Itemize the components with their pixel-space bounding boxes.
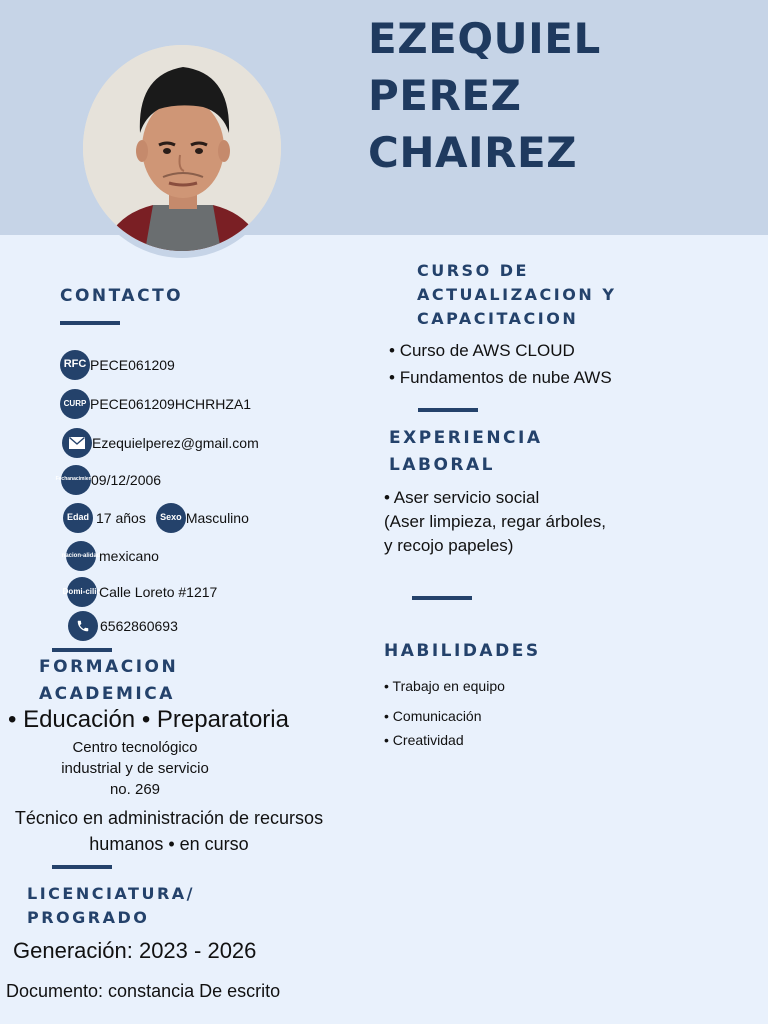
career-line2: humanos • en curso <box>89 834 249 854</box>
birthdate-value: 09/12/2006 <box>91 472 162 488</box>
address-value: Calle Loreto #1217 <box>99 584 218 600</box>
contact-divider <box>60 321 120 325</box>
courses-title-line1: CURSO DE <box>417 261 529 280</box>
phone-value[interactable]: 6562860693 <box>100 618 178 634</box>
experience-divider <box>412 596 472 600</box>
education-title-line1: FORMACION <box>39 657 179 677</box>
license-title <box>27 882 195 930</box>
experience-item-text: Aser servicio social <box>393 488 540 507</box>
course-item: • Fundamentos de nube AWS <box>389 364 612 391</box>
contact-curp-row <box>60 389 251 419</box>
experience-detail-line2: y recojo papeles) <box>384 536 514 555</box>
skill-item: • Creatividad <box>384 732 505 748</box>
skill-item: • Comunicación <box>384 708 505 732</box>
contact-birth-row <box>55 465 162 495</box>
license-title-line2: PROGRADO <box>27 908 150 927</box>
address-badge-line2: cilio <box>85 586 102 596</box>
experience-item: • Aser servicio social <box>384 488 540 507</box>
profile-photo <box>83 45 281 251</box>
envelope-icon <box>62 428 92 458</box>
education-school <box>0 737 270 800</box>
experience-title <box>389 425 543 479</box>
career-line1: Técnico en administración de recursos <box>14 808 324 828</box>
school-line3: no. 269 <box>109 781 161 798</box>
education-headline: • Educación • Preparatoria <box>8 706 289 733</box>
contact-rfc-row <box>60 350 175 380</box>
courses-title-line2: ACTUALIZACION Y <box>417 285 617 304</box>
education-title-line2: ACADEMICA <box>39 684 175 704</box>
profile-photo-frame <box>80 42 284 258</box>
curp-badge: CURP <box>60 389 90 419</box>
courses-list <box>389 337 612 391</box>
license-document: Documento: constancia De escrito <box>6 981 281 1001</box>
experience-content <box>384 486 606 558</box>
sex-badge: Sexo <box>156 503 186 533</box>
experience-title-line1: EXPERIENCIA <box>389 428 543 448</box>
sex-value: Masculino <box>185 510 249 526</box>
contact-title: CONTACTO <box>60 286 184 306</box>
courses-title-line3: CAPACITACION <box>417 309 579 328</box>
experience-title-line2: LABORAL <box>389 455 495 475</box>
candidate-name <box>368 10 601 181</box>
name-last-2: CHAIREZ <box>368 128 578 177</box>
nationality-value: mexicano <box>99 548 159 564</box>
age-value: 17 años <box>96 510 146 526</box>
nationality-badge <box>61 541 101 571</box>
address-badge <box>62 577 102 607</box>
name-first: EZEQUIEL <box>368 14 601 63</box>
contact-phone-row <box>68 611 178 641</box>
school-line2: industrial y de servicio <box>61 760 209 777</box>
birthdate-badge-line2: nacimiento <box>70 476 97 483</box>
license-generation: Generación: 2023 - 2026 <box>13 938 257 963</box>
address-badge-line1: Domi- <box>62 586 86 596</box>
nationality-badge-line2: alidad <box>83 552 101 559</box>
birthdate-badge <box>55 465 97 495</box>
contact-address-row <box>62 577 218 607</box>
education-divider <box>52 648 112 652</box>
courses-divider <box>418 408 478 412</box>
portrait-illustration <box>83 45 281 251</box>
license-title-line1: LICENCIATURA/ <box>27 884 195 903</box>
age-badge: Edad <box>63 503 93 533</box>
curp-value: PECE061209HCHRHZA1 <box>90 396 252 412</box>
email-value[interactable]: Ezequielperez@gmail.com <box>92 435 259 451</box>
phone-icon <box>68 611 98 641</box>
contact-nationality-row <box>61 541 159 571</box>
education-title <box>39 654 178 708</box>
school-line1: Centro tecnológico <box>72 739 198 756</box>
education-career <box>0 805 338 857</box>
nationality-badge-line1: nacion- <box>61 552 83 559</box>
skills-list <box>384 678 505 748</box>
birthdate-badge-line1: Fecha <box>55 476 71 483</box>
rfc-value: PECE061209 <box>90 357 175 373</box>
course-item: • Curso de AWS CLOUD <box>389 337 612 364</box>
license-divider <box>52 865 112 869</box>
skills-title: HABILIDADES <box>384 641 541 661</box>
courses-title <box>417 259 616 331</box>
contact-email-row <box>62 428 259 458</box>
name-last-1: PEREZ <box>368 71 522 120</box>
skill-item: • Trabajo en equipo <box>384 678 505 708</box>
contact-age-row <box>63 503 249 533</box>
rfc-badge: RFC <box>60 350 90 380</box>
experience-detail-line1: (Aser limpieza, regar árboles, <box>384 512 607 531</box>
